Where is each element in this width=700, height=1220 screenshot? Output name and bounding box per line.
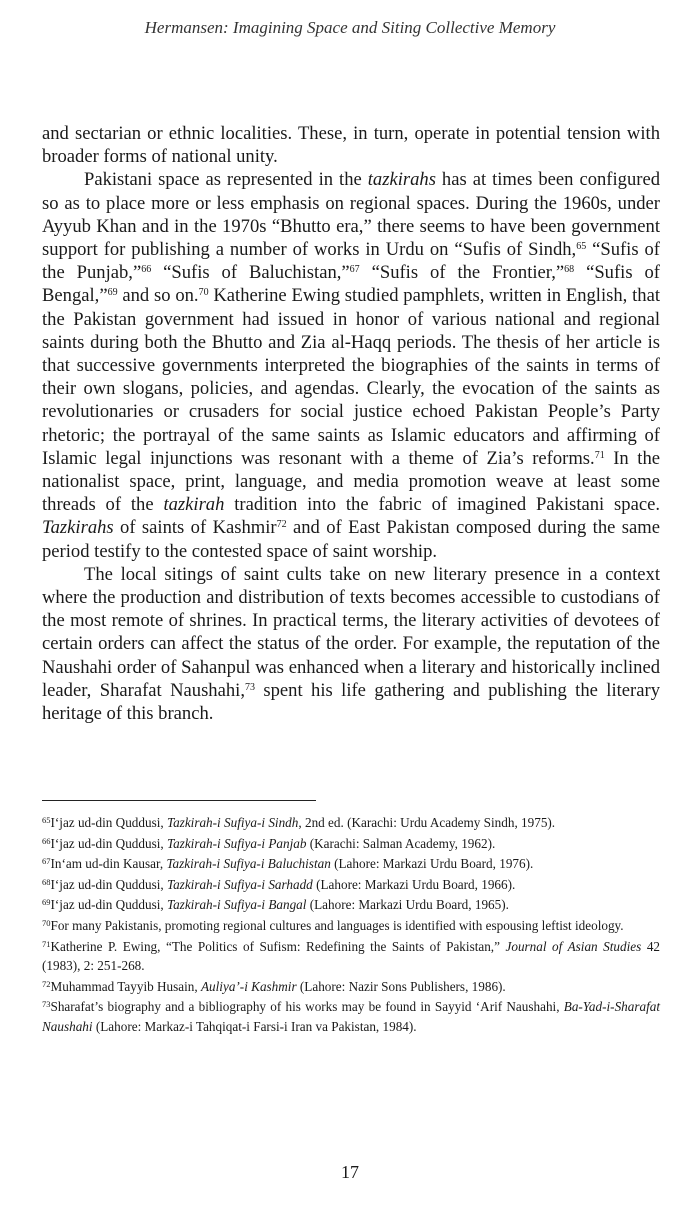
text-run: (Lahore: Nazir Sons Publishers, 1986). [296, 978, 506, 994]
page-number: 17 [341, 1162, 359, 1182]
body-text [42, 122, 660, 725]
footnote-reference: 65 [576, 241, 587, 253]
text-run: Muhammad Tayyib Husain, [50, 978, 201, 994]
footnote-number: 67 [42, 856, 51, 867]
text-run: has at times been configured so as to place more or less emphasis on regional spaces. During the 1960s, under Ayyub Khan and in the 1970s “Bhutto era,” there seems to have been government support for publishing a number of works in Urdu on “Sufis of Sindh, [42, 169, 660, 261]
footnote [42, 916, 660, 936]
footnote [42, 997, 660, 1036]
text-run: I‘jaz ud-din Quddusi, [50, 897, 167, 913]
text-run: and of East Pakistan composed during the same period testify to the contested space of saint worship. [42, 517, 660, 562]
footnote [42, 977, 660, 997]
footnote-reference: 72 [276, 519, 287, 531]
text-run: tradition into the fabric of imagined Pakistani space. [224, 494, 660, 516]
paragraph [42, 122, 660, 168]
footnote-number: 65 [42, 815, 51, 825]
italic-text: Auliya’-i Kashmir [200, 978, 297, 994]
text-run: (Lahore: Markaz-i Tahqiqat-i Farsi-i Iran va Pakistan, 1984). [92, 1018, 417, 1034]
text-run: (Karachi: Salman Academy, 1962). [306, 835, 496, 851]
italic-text: Tazkirah-i Sufiya-i Sarhadd [166, 876, 313, 892]
paragraph [42, 168, 660, 562]
text-run: I‘jaz ud-din Quddusi, [50, 876, 167, 892]
italic-text: Journal of Asian Studies [505, 938, 642, 954]
footnote-number: 69 [42, 897, 51, 908]
text-run: For many Pakistanis, promoting regional cultures and languages is identified with espousing leftist ideology. [50, 917, 624, 933]
footnote [42, 937, 660, 976]
text-run: (Lahore: Markazi Urdu Board, 1966). [312, 876, 516, 892]
text-run: “Sufis of the Frontier,” [359, 262, 565, 284]
footnote-reference: 71 [594, 449, 605, 461]
footnote [42, 875, 660, 895]
footnote-number: 70 [42, 917, 51, 928]
footnote-divider [42, 800, 316, 801]
text-run: (Lahore: Markazi Urdu Board, 1976). [330, 856, 534, 872]
footnote-reference: 70 [198, 287, 209, 299]
text-run: Pakistani space as represented in the [84, 169, 368, 191]
italic-text: Tazkirahs [42, 517, 114, 539]
text-run: of saints of Kashmir [113, 517, 277, 539]
footnote-reference: 67 [349, 264, 360, 276]
italic-text: tazkirahs [367, 169, 436, 191]
text-run: , 2nd ed. (Karachi: Urdu Academy Sindh, 1975). [298, 815, 556, 830]
footnote-number: 73 [42, 999, 51, 1010]
text-run: Katherine Ewing studied pamphlets, written in English, that the Pakistan government had issued in honor of various national and regional saints during both the Bhutto and Zia al-Haqq periods. The thesis of her article is that successive governments interpreted the biographies of the saints in terms of their own slogans, policies, and agendas. Clearly, the evocation of the saints as revolutionaries or crusaders for social justice echoed Pakistan People’s Party rhetoric; the portrayal of the same saints as Islamic educators and affirming of Islamic legal injunctions was resonant with a theme of Zia’s reforms. [42, 285, 660, 469]
footnote [42, 895, 660, 915]
footnote-reference: 73 [244, 681, 255, 693]
italic-text: Tazkirah-i Sufiya-i Bangal [166, 897, 307, 913]
text-run: “Sufis of the Punjab,” [42, 239, 660, 284]
footnote [42, 854, 660, 874]
text-run: Katherine P. Ewing, “The Politics of Sufism: Redefining the Saints of Pakistan,” [50, 938, 506, 954]
footnote-number: 72 [42, 978, 51, 989]
text-run: I‘jaz ud-din Quddusi, [50, 835, 167, 851]
text-run: and so on. [117, 285, 199, 307]
italic-text: Ba-Yad-i-Sharafat Naushahi [42, 999, 660, 1034]
footnote [42, 834, 660, 854]
footnote-reference: 68 [564, 264, 575, 276]
italic-text: tazkirah [163, 494, 225, 516]
footnote-number: 66 [42, 835, 51, 846]
text-run: “Sufis of Baluchistan,” [151, 262, 350, 284]
text-run: “Sufis of Bengal,” [42, 262, 660, 307]
italic-text: Tazkirah-i Sufiya-i Baluchistan [166, 856, 331, 872]
text-run: I‘jaz ud-din Quddusi, [50, 815, 167, 830]
footnote-reference: 66 [141, 264, 152, 276]
text-run: In the nationalist space, print, language, and media promotion weave at least some threads of the [42, 447, 660, 516]
paragraph [42, 563, 660, 725]
text-run: In‘am ud-din Kausar, [50, 856, 167, 872]
footnote-reference: 69 [107, 287, 118, 299]
footnotes [42, 813, 660, 1038]
running-head: Hermansen: Imagining Space and Siting Collective Memory [144, 18, 556, 37]
italic-text: Tazkirah-i Sufiya-i Panjab [166, 835, 307, 851]
text-run: (Lahore: Markazi Urdu Board, 1965). [306, 897, 509, 913]
text-run: spent his life gathering and publishing the literary heritage of this branch. [42, 679, 660, 725]
footnote [42, 813, 660, 833]
text-run: Sharafat’s biography and a bibliography of his works may be found in Sayyid ‘Arif Naushahi, [50, 999, 564, 1015]
footnote-number: 68 [42, 876, 51, 887]
text-run: The local sitings of saint cults take on new literary presence in a context where the production and distribution of texts becomes accessible to custodians of the most remote of shrines. In practical terms, the literary activities of devotees of certain orders can affect the status of the order. For example, the reputation of the Naushahi order of Sahanpul was enhanced when a literary and historically inclined leader, Sharafat Naushahi, [42, 563, 660, 701]
text-run: 42 (1983), 2: 251-268. [42, 938, 661, 974]
footnote-number: 71 [42, 938, 51, 949]
italic-text: Tazkirah-i Sufiya-i Sindh [166, 815, 299, 830]
text-run: and sectarian or ethnic localities. These, in turn, operate in potential tension with broader forms of national unity. [42, 123, 660, 168]
